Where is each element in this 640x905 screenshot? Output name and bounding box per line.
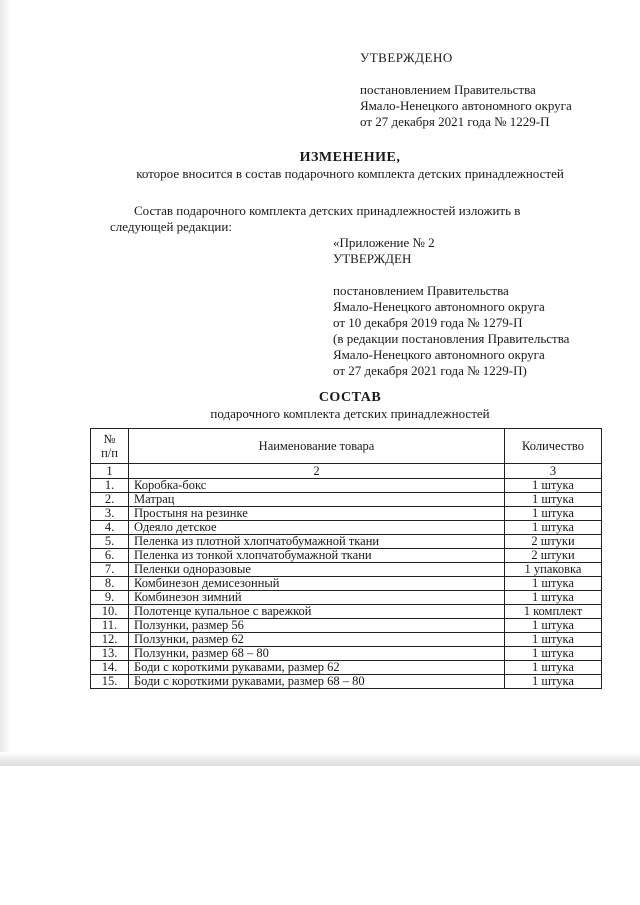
table-body xyxy=(91,464,602,689)
row-name-cell: Комбинезон зимний xyxy=(129,591,505,605)
table-row xyxy=(91,633,602,647)
row-name-cell: Одеяло детское xyxy=(129,521,505,535)
row-num-cell: 7. xyxy=(91,563,129,577)
row-num-cell: 4. xyxy=(91,521,129,535)
row-name-cell: Комбинезон демисезонный xyxy=(129,577,505,591)
row-name-cell: Боди с короткими рукавами, размер 62 xyxy=(129,661,505,675)
table-row xyxy=(91,507,602,521)
row-name-cell: Ползунки, размер 68 – 80 xyxy=(129,647,505,661)
table-row xyxy=(91,661,602,675)
approval-header: УТВЕРЖДЕНО xyxy=(360,50,453,65)
row-num-cell: 12. xyxy=(91,633,129,647)
table-row xyxy=(91,563,602,577)
row-num-cell: 6. xyxy=(91,549,129,563)
row-qty-cell: 1 штука xyxy=(505,577,602,591)
row-qty-cell: 1 штука xyxy=(505,619,602,633)
table-row xyxy=(91,591,602,605)
table-row xyxy=(91,577,602,591)
table-row xyxy=(91,493,602,507)
annex-line: Ямало-Ненецкого автономного округа xyxy=(333,347,545,362)
row-name-cell: Полотенце купальное с варежкой xyxy=(129,605,505,619)
table-row xyxy=(91,535,602,549)
table-row xyxy=(91,675,602,689)
row-qty-cell: 2 штуки xyxy=(505,535,602,549)
approval-line: от 27 декабря 2021 года № 1229-П xyxy=(360,114,550,129)
row-num-cell: 9. xyxy=(91,591,129,605)
annex-line: постановлением Правительства xyxy=(333,283,509,298)
index-cell: 3 xyxy=(505,464,602,479)
row-name-cell: Матрац xyxy=(129,493,505,507)
index-cell: 2 xyxy=(129,464,505,479)
annex-line: от 10 декабря 2019 года № 1279-П xyxy=(333,315,523,330)
approval-stamp xyxy=(360,50,572,130)
row-name-cell: Ползунки, размер 56 xyxy=(129,619,505,633)
scan-shadow-left xyxy=(0,0,10,760)
row-num-cell: 13. xyxy=(91,647,129,661)
row-num-cell: 11. xyxy=(91,619,129,633)
row-name-cell: Пеленка из плотной хлопчатобумажной ткани xyxy=(129,535,505,549)
header-qty: Количество xyxy=(505,429,602,464)
approval-line: постановлением Правительства xyxy=(360,82,536,97)
row-qty-cell: 1 комплект xyxy=(505,605,602,619)
row-qty-cell: 1 штука xyxy=(505,493,602,507)
row-num-cell: 3. xyxy=(91,507,129,521)
paragraph-line: следующей редакции: xyxy=(110,219,232,234)
row-num-cell: 8. xyxy=(91,577,129,591)
table-header-row xyxy=(91,429,602,464)
gift-set-table xyxy=(90,428,602,689)
table-row xyxy=(91,619,602,633)
table-row xyxy=(91,549,602,563)
row-qty-cell: 1 штука xyxy=(505,591,602,605)
annex-stamp xyxy=(333,235,569,379)
row-qty-cell: 1 штука xyxy=(505,647,602,661)
row-name-cell: Пеленки одноразовые xyxy=(129,563,505,577)
amendment-title: ИЗМЕНЕНИЕ, xyxy=(299,150,401,165)
composition-subtitle: подарочного комплекта детских принадлежностей xyxy=(210,406,490,421)
row-qty-cell: 1 штука xyxy=(505,661,602,675)
row-name-cell: Пеленка из тонкой хлопчатобумажной ткани xyxy=(129,549,505,563)
row-qty-cell: 1 штука xyxy=(505,633,602,647)
annex-line: Ямало-Ненецкого автономного округа xyxy=(333,299,545,314)
row-num-cell: 10. xyxy=(91,605,129,619)
row-qty-cell: 1 штука xyxy=(505,675,602,689)
row-qty-cell: 2 штуки xyxy=(505,549,602,563)
table-row xyxy=(91,605,602,619)
amendment-subtitle: которое вносится в состав подарочного комплекта детских принадлежностей xyxy=(136,166,564,181)
row-num-cell: 1. xyxy=(91,479,129,493)
annex-line: УТВЕРЖДЕН xyxy=(333,251,412,266)
table-row xyxy=(91,647,602,661)
row-num-cell: 5. xyxy=(91,535,129,549)
annex-line: от 27 декабря 2021 года № 1229-П) xyxy=(333,363,527,378)
scan-bottom-edge xyxy=(0,752,640,766)
header-num-abbr: п/п xyxy=(101,446,118,460)
row-name-cell: Боди с короткими рукавами, размер 68 – 80 xyxy=(129,675,505,689)
approval-line: Ямало-Ненецкого автономного округа xyxy=(360,98,572,113)
index-cell: 1 xyxy=(91,464,129,479)
header-name: Наименование товара xyxy=(129,429,505,464)
table-row xyxy=(91,521,602,535)
row-qty-cell: 1 штука xyxy=(505,521,602,535)
composition-title: СОСТАВ xyxy=(318,390,382,405)
row-name-cell: Ползунки, размер 62 xyxy=(129,633,505,647)
row-qty-cell: 1 упаковка xyxy=(505,563,602,577)
header-num-symbol: № xyxy=(103,432,116,446)
header-num xyxy=(91,429,129,464)
row-num-cell: 2. xyxy=(91,493,129,507)
annex-line: (в редакции постановления Правительства xyxy=(333,331,570,346)
row-num-cell: 14. xyxy=(91,661,129,675)
annex-line: «Приложение № 2 xyxy=(333,235,435,250)
row-qty-cell: 1 штука xyxy=(505,507,602,521)
row-name-cell: Простыня на резинке xyxy=(129,507,505,521)
table-row xyxy=(91,479,602,493)
row-num-cell: 15. xyxy=(91,675,129,689)
row-name-cell: Коробка-бокс xyxy=(129,479,505,493)
column-index-row xyxy=(91,464,602,479)
row-qty-cell: 1 штука xyxy=(505,479,602,493)
paragraph-line: Состав подарочного комплекта детских принадлежностей изложить в xyxy=(134,203,521,218)
